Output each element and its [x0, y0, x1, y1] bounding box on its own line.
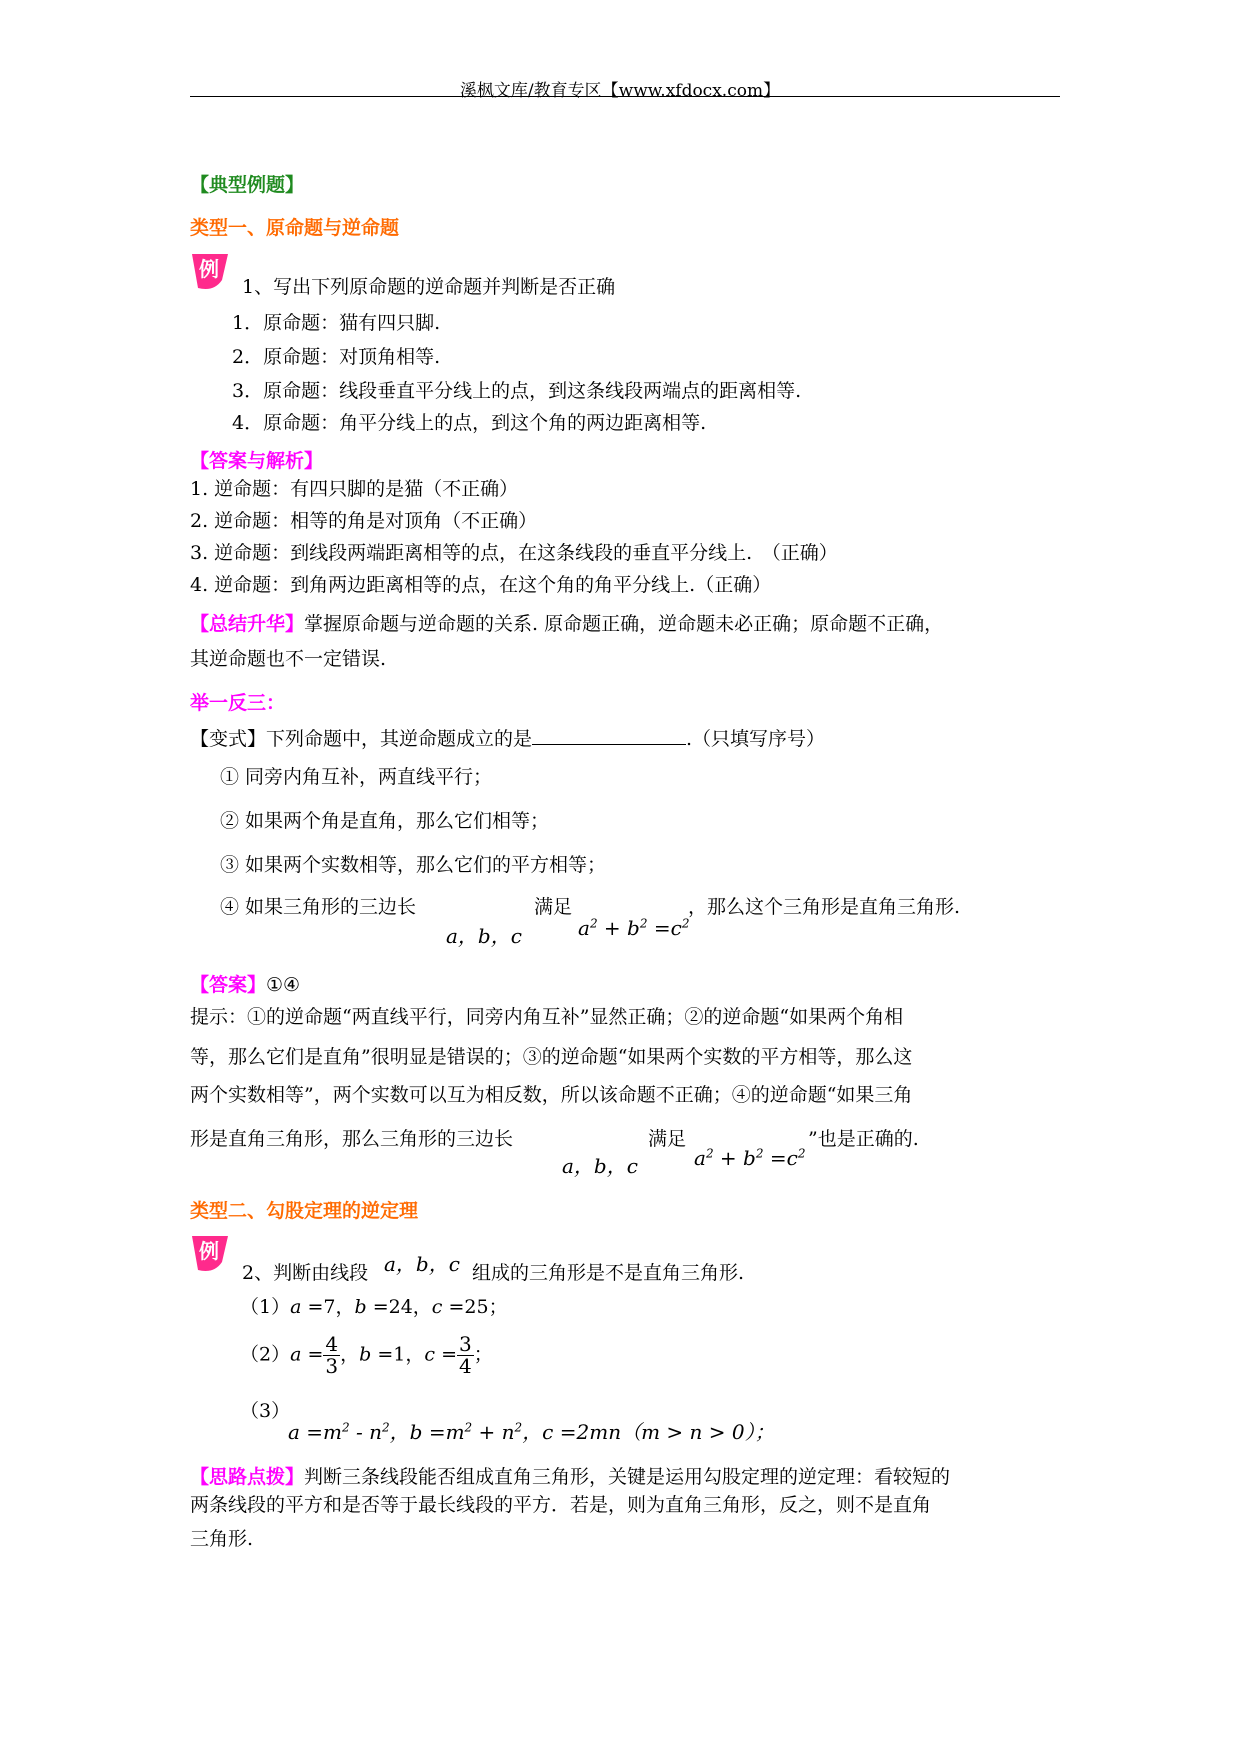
header-rule: [190, 96, 1060, 97]
hint-line4c: ”也是正确的.: [808, 1128, 919, 1150]
summary-label: 【总结升华】: [190, 613, 305, 635]
math-abc: a，b，c: [446, 924, 522, 948]
variant-option: ② 如果两个角是直角，那么它们相等；: [220, 810, 550, 832]
summary-line1: 【总结升华】掌握原命题与逆命题的关系. 原命题正确，逆命题未必正确；原命题不正确，: [190, 613, 944, 635]
ex2-question-a: 2、判断由线段: [242, 1262, 369, 1284]
math-abc-2: a，b，c: [562, 1154, 638, 1178]
answer-item: 1. 逆命题：有四只脚的是猫（不正确）: [190, 478, 519, 500]
answer2-line: 【答案】①④: [190, 974, 301, 996]
ex1-item: 4．原命题：角平分线上的点，到这个角的两边距离相等.: [232, 412, 707, 434]
variant-option-4-c: ，那么这个三角形是直角三角形.: [688, 896, 961, 918]
ex1-question: 1、写出下列原命题的逆命题并判断是否正确: [242, 276, 616, 298]
badge-label: 例: [199, 1239, 219, 1263]
type2-title: 类型二、勾股定理的逆定理: [190, 1200, 419, 1222]
example-badge-icon: [188, 250, 232, 292]
answer-analysis-label: 【答案与解析】: [190, 450, 324, 472]
variant-option-4: ④ 如果三角形的三边长: [220, 896, 417, 918]
math-abc-3: a，b，c: [384, 1252, 460, 1276]
answer-item: 2. 逆命题：相等的角是对顶角（不正确）: [190, 510, 538, 532]
badge-label: 例: [199, 257, 219, 281]
example-badge-icon: [188, 1232, 232, 1274]
math-pythag-2: $a^2 + b^2 =c^2$: [694, 1146, 806, 1170]
section-typical-title: 【典型例题】: [190, 174, 305, 196]
variant-option: ③ 如果两个实数相等，那么它们的平方相等；: [220, 854, 607, 876]
summary-line2: 其逆命题也不一定错误.: [190, 648, 387, 670]
page-header: 溪枫文库/教育专区【www.xfdocx.com】: [459, 81, 781, 101]
ex1-item: 2．原命题：对顶角相等.: [232, 346, 441, 368]
answer-item: 4. 逆命题：到角两边距离相等的点，在这个角的角平分线上.（正确）: [190, 574, 772, 596]
variant-option-4-b: 满足: [534, 896, 573, 918]
ex1-item: 3．原命题：线段垂直平分线上的点，到这条线段两端点的距离相等.: [232, 380, 802, 402]
ex2-question-b: 组成的三角形是不是直角三角形.: [472, 1262, 745, 1284]
variant-option: ① 同旁内角互补，两直线平行；: [220, 766, 493, 788]
hint-line: 等，那么它们是直角”很明显是错误的；③的逆命题“如果两个实数的平方相等，那么这: [190, 1046, 913, 1068]
type1-title: 类型一、原命题与逆命题: [190, 217, 400, 239]
ex2-part3: （3）: [240, 1400, 291, 1422]
idea-line: 三角形.: [190, 1528, 254, 1550]
math-part3: $a =m^2 - n^2$，$b =m^2 + n^2$，c =2mn（m > n > 0）；: [288, 1420, 775, 1444]
practice-label: 举一反三：: [190, 692, 286, 714]
idea-label: 【思路点拨】: [190, 1466, 305, 1488]
variant-question: 【变式】下列命题中，其逆命题成立的是 .（只填写序号）: [190, 728, 826, 750]
ex2-part1: （1）a =7，b =24，c =25；: [240, 1296, 508, 1318]
answer-blank: [532, 726, 686, 745]
math-pythag: $a^2 + b^2 =c^2$: [578, 916, 690, 940]
hint-line4b: 满足: [648, 1128, 687, 1150]
hint-line: 提示：①的逆命题“两直线平行，同旁内角互补”显然正确；②的逆命题“如果两个角相: [190, 1006, 904, 1028]
hint-line4a: 形是直角三角形，那么三角形的三边长: [190, 1128, 514, 1150]
answer-item: 3. 逆命题：到线段两端距离相等的点，在这条线段的垂直平分线上. （正确）: [190, 542, 838, 564]
hint-line: 两个实数相等”，两个实数可以互为相反数，所以该命题不正确；④的逆命题“如果三角: [190, 1084, 913, 1106]
idea-line: 两条线段的平方和是否等于最长线段的平方．若是，则为直角三角形，反之，则不是直角: [190, 1494, 932, 1516]
answer2-label: 【答案】: [190, 974, 267, 996]
idea-line1: 【思路点拨】判断三条线段能否组成直角三角形，关键是运用勾股定理的逆定理：看较短的: [190, 1466, 951, 1488]
ex1-item: 1．原命题：猫有四只脚.: [232, 312, 441, 334]
ex2-part2: （2）a = $\frac{4}{3}$ ，b =1，c = $\frac{3}{4}$ ；: [240, 1332, 493, 1378]
